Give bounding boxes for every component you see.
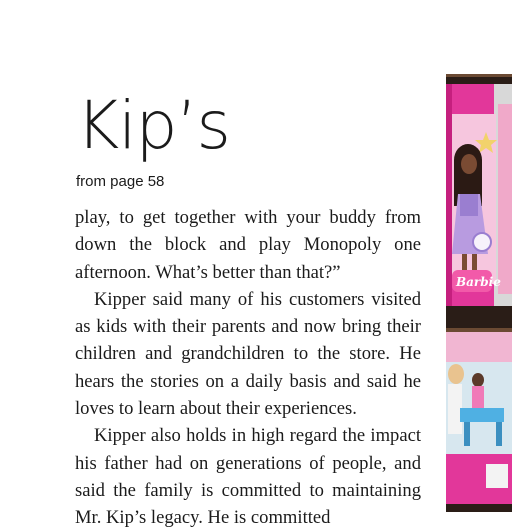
jump-line: from page 58 xyxy=(76,173,165,190)
doll-boxes-illustration xyxy=(446,74,512,512)
body-paragraph: Kipper also holds in high regard the impact his father had on generations of people, and said the family is committed to maintaining Mr. Kip’s legacy. He is committed xyxy=(75,425,421,529)
article-headline: Kip’s xyxy=(76,87,230,164)
article-body xyxy=(75,204,421,532)
body-paragraph: Kipper said many of his customers visited as kids with their parents and now bring their children and grandchildren to the store. He hears the stories on a daily basis and said he loves to learn about their experiences. xyxy=(75,288,421,420)
toy-store-photo xyxy=(446,74,512,512)
barbie-logo: Barbie xyxy=(456,275,501,289)
body-paragraph: play, to get together with your buddy from down the block and play Monopoly one afternoon. What’s better than that?” xyxy=(75,207,421,283)
